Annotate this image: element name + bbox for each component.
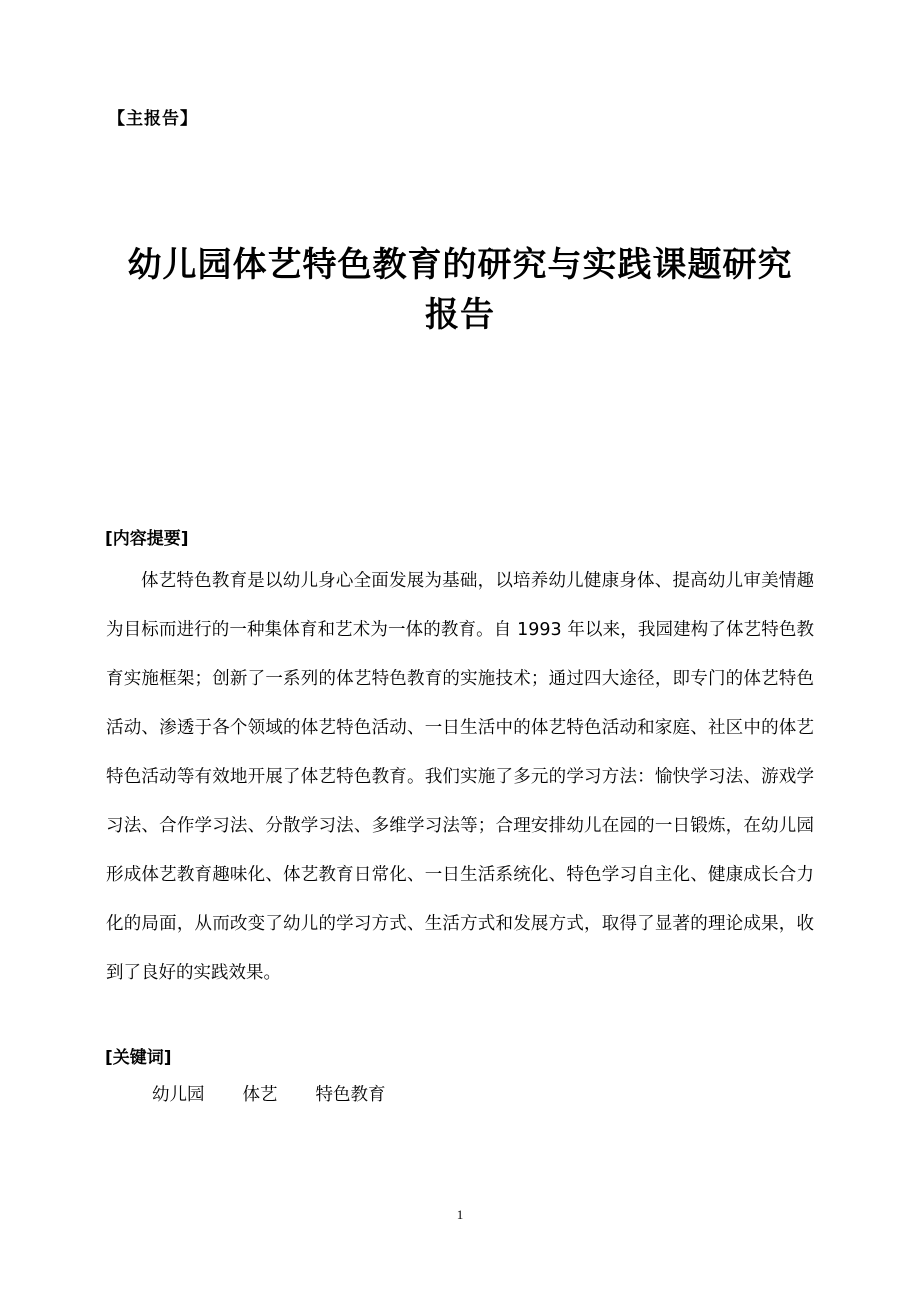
abstract-label: [内容提要] (105, 529, 189, 549)
keyword-item: 体艺 (242, 1085, 278, 1105)
keyword-item: 幼儿园 (152, 1085, 205, 1105)
page-number: 1 (456, 1207, 464, 1222)
report-tag: 【主报告】 (108, 109, 198, 129)
abstract-body: 体艺特色教育是以幼儿身心全面发展为基础，以培养幼儿健康身体、提高幼儿审美情趣为目标而进行的一种集体育和艺术为一体的教育。自 1993 年以来，我园建构了体艺特色教育实施框架；创新了一系列的体艺特色教育的实施技术；通过四大途径，即专门的体艺特色活动、渗透于各个领域的体艺特色活动、一日生活中的体艺特色活动和家庭、社区中的体艺特色活动等有效地开展了体艺特色教育。我们实施了多元的学习方法：愉快学习法、游戏学习法、合作学习法、分散学习法、多维学习法等；合理安排幼儿在园的一日锻炼，在幼儿园形成体艺教育趣味化、体艺教育日常化、一日生活系统化、特色学习自主化、健康成长合力化的局面，从而改变了幼儿的学习方式、生活方式和发展方式，取得了显著的理论成果，收到了良好的实践效果。 (106, 571, 814, 983)
keywords-list (152, 1081, 386, 1106)
keywords-label: [关键词] (105, 1048, 172, 1068)
document-title-line-2: 报告 (425, 295, 495, 335)
document-title (90, 240, 830, 340)
keyword-item: 特色教育 (315, 1085, 386, 1105)
document-title-line-1: 幼儿园体艺特色教育的研究与实践课题研究 (127, 245, 793, 285)
